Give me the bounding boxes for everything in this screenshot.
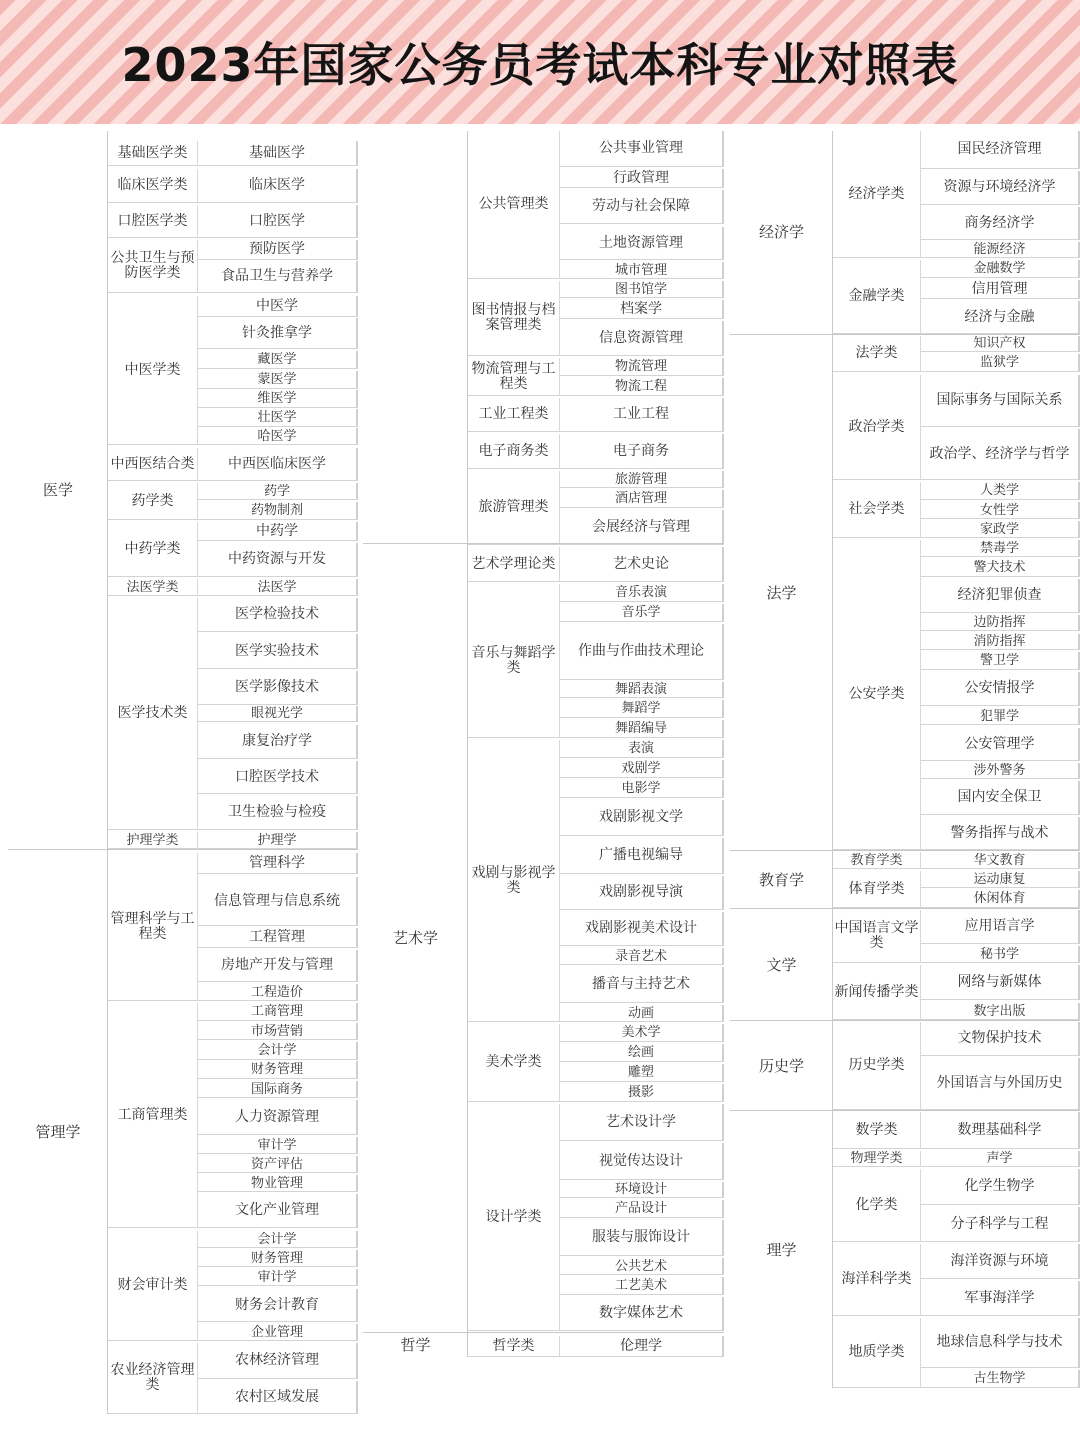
major-cell: 医学实验技术	[198, 634, 358, 669]
discipline-cell: 教育学	[730, 852, 833, 908]
major-cell: 经济犯罪侦查	[921, 579, 1080, 613]
category-cell: 电子商务类	[468, 434, 560, 469]
major-cell: 公安管理学	[921, 728, 1080, 761]
table-rule	[107, 131, 108, 1414]
major-cell: 壮医学	[198, 409, 358, 427]
major-cell: 国际事务与国际关系	[921, 375, 1080, 427]
major-cell: 管理科学	[198, 853, 358, 874]
major-cell: 房地产开发与管理	[198, 950, 358, 982]
major-cell: 国际商务	[198, 1081, 358, 1098]
major-cell: 农林经济管理	[198, 1343, 358, 1379]
major-cell: 预防医学	[198, 240, 358, 260]
table-rule	[730, 1020, 1080, 1021]
major-cell: 人力资源管理	[198, 1100, 358, 1135]
major-cell: 公共事业管理	[560, 131, 724, 167]
major-cell: 戏剧学	[560, 760, 724, 778]
category-cell: 药学类	[108, 483, 198, 520]
major-cell: 口腔医学	[198, 205, 358, 238]
major-cell: 录音艺术	[560, 948, 724, 965]
major-cell: 药学	[198, 483, 358, 500]
major-cell: 工艺美术	[560, 1277, 724, 1295]
category-cell: 社会学类	[833, 482, 921, 538]
discipline-cell: 理学	[730, 1112, 833, 1388]
major-cell: 财务管理	[198, 1061, 358, 1079]
major-cell: 会展经济与管理	[560, 510, 724, 545]
major-cell: 网络与新媒体	[921, 965, 1080, 1000]
major-cell: 播音与主持艺术	[560, 967, 724, 1003]
discipline-cell: 经济学	[730, 131, 833, 334]
discipline-cell: 文学	[730, 910, 833, 1020]
major-cell: 卫生检验与检疫	[198, 796, 358, 830]
major-cell: 消防指挥	[921, 634, 1080, 650]
category-cell: 基础医学类	[108, 141, 198, 166]
category-cell: 公安学类	[833, 540, 921, 850]
major-cell: 摄影	[560, 1084, 724, 1102]
major-cell: 藏医学	[198, 351, 358, 369]
major-cell: 舞蹈学	[560, 700, 724, 718]
table-rule	[832, 131, 833, 1388]
category-cell: 口腔医学类	[108, 205, 198, 238]
major-cell: 艺术设计学	[560, 1104, 724, 1141]
discipline-cell: 艺术学	[363, 545, 468, 1331]
major-cell: 雕塑	[560, 1064, 724, 1082]
major-cell: 涉外警务	[921, 763, 1080, 779]
major-cell: 文物保护技术	[921, 1022, 1080, 1056]
category-cell: 新闻传播学类	[833, 965, 921, 1020]
category-cell: 经济学类	[833, 131, 921, 258]
major-cell: 应用语言学	[921, 910, 1080, 944]
major-cell: 数字出版	[921, 1003, 1080, 1020]
major-cell: 物流管理	[560, 358, 724, 376]
major-cell: 外国语言与外国历史	[921, 1058, 1080, 1110]
major-cell: 公安情报学	[921, 672, 1080, 706]
major-cell: 国内安全保卫	[921, 781, 1080, 815]
page-title: 2023年国家公务员考试本科专业对照表	[121, 38, 959, 92]
major-cell: 工程管理	[198, 928, 358, 948]
major-cell: 城市管理	[560, 262, 724, 279]
major-cell: 女性学	[921, 502, 1080, 519]
major-cell: 蒙医学	[198, 371, 358, 389]
major-cell: 财务会计教育	[198, 1289, 358, 1322]
major-cell: 护理学	[198, 832, 358, 849]
major-cell: 伦理学	[560, 1336, 724, 1357]
major-cell: 物业管理	[198, 1175, 358, 1192]
major-cell: 哈医学	[198, 428, 358, 445]
major-cell: 药物制剂	[198, 502, 358, 520]
category-cell: 体育学类	[833, 871, 921, 908]
major-cell: 资产评估	[198, 1156, 358, 1173]
major-cell: 艺术史论	[560, 547, 724, 582]
major-cell: 公共艺术	[560, 1258, 724, 1275]
major-cell: 土地资源管理	[560, 227, 724, 260]
major-cell: 基础医学	[198, 141, 358, 166]
category-cell: 哲学类	[468, 1336, 560, 1357]
category-cell: 工业工程类	[468, 398, 560, 432]
major-cell: 信息资源管理	[560, 321, 724, 356]
major-cell: 图书馆学	[560, 281, 724, 298]
major-cell: 古生物学	[921, 1370, 1080, 1388]
category-cell: 图书情报与档案管理类	[468, 281, 560, 356]
major-cell: 经济与金融	[921, 301, 1080, 334]
category-cell: 物理学类	[833, 1151, 921, 1167]
category-cell: 农业经济管理类	[108, 1343, 198, 1414]
category-cell: 法学类	[833, 336, 921, 372]
category-cell: 医学技术类	[108, 598, 198, 830]
category-cell: 护理学类	[108, 832, 198, 849]
category-cell: 政治学类	[833, 375, 921, 480]
major-cell: 地球信息科学与技术	[921, 1318, 1080, 1368]
major-cell: 警卫学	[921, 652, 1080, 670]
major-cell: 视觉传达设计	[560, 1143, 724, 1180]
major-cell: 临床医学	[198, 169, 358, 203]
major-cell: 绘画	[560, 1044, 724, 1062]
major-cell: 电影学	[560, 780, 724, 798]
major-cell: 财务管理	[198, 1250, 358, 1267]
category-cell: 工商管理类	[108, 1003, 198, 1228]
major-cell: 运动康复	[921, 871, 1080, 888]
major-cell: 海洋资源与环境	[921, 1244, 1080, 1279]
major-cell: 审计学	[198, 1137, 358, 1154]
major-cell: 人类学	[921, 482, 1080, 500]
major-cell: 维医学	[198, 390, 358, 408]
major-cell: 中西医临床医学	[198, 448, 358, 481]
major-cell: 数理基础科学	[921, 1112, 1080, 1149]
major-cell: 音乐表演	[560, 584, 724, 602]
table-rule	[730, 908, 1080, 909]
category-cell: 中西医结合类	[108, 448, 198, 481]
category-cell: 管理科学与工程类	[108, 853, 198, 1001]
major-cell: 表演	[560, 740, 724, 758]
major-cell: 针灸推拿学	[198, 318, 358, 349]
major-cell: 音乐学	[560, 604, 724, 622]
category-cell: 物流管理与工程类	[468, 358, 560, 396]
discipline-cell: 哲学	[363, 1334, 468, 1357]
category-cell: 地质学类	[833, 1318, 921, 1388]
major-cell: 家政学	[921, 521, 1080, 538]
major-cell: 能源经济	[921, 242, 1080, 258]
table-rule	[8, 849, 358, 850]
major-cell: 秘书学	[921, 946, 1080, 963]
major-cell: 舞蹈表演	[560, 682, 724, 698]
major-cell: 眼视光学	[198, 706, 358, 722]
major-cell: 警犬技术	[921, 559, 1080, 577]
major-cell: 会计学	[198, 1231, 358, 1248]
category-cell: 海洋科学类	[833, 1244, 921, 1316]
major-cell: 美术学	[560, 1024, 724, 1042]
category-cell: 财会审计类	[108, 1231, 198, 1341]
major-cell: 服装与服饰设计	[560, 1220, 724, 1256]
major-cell: 监狱学	[921, 354, 1080, 372]
major-cell: 舞蹈编导	[560, 720, 724, 738]
major-cell: 声学	[921, 1151, 1080, 1167]
major-cell: 电子商务	[560, 434, 724, 469]
table-rule	[730, 334, 1080, 335]
major-cell: 农村区域发展	[198, 1381, 358, 1414]
major-cell: 犯罪学	[921, 708, 1080, 725]
major-cell: 档案学	[560, 300, 724, 319]
discipline-cell: 管理学	[8, 851, 108, 1414]
major-cell: 中医学	[198, 296, 358, 317]
major-cell: 休闲体育	[921, 890, 1080, 908]
category-cell: 戏剧与影视学类	[468, 740, 560, 1022]
major-cell: 企业管理	[198, 1324, 358, 1341]
category-cell: 金融学类	[833, 260, 921, 334]
table-rule	[467, 131, 468, 1357]
category-cell: 美术学类	[468, 1024, 560, 1102]
category-cell: 化学类	[833, 1169, 921, 1242]
discipline-cell: 医学	[8, 131, 108, 849]
major-cell: 数字媒体艺术	[560, 1297, 724, 1331]
major-cell: 中药学	[198, 522, 358, 541]
major-cell: 文化产业管理	[198, 1194, 358, 1228]
category-cell: 旅游管理类	[468, 471, 560, 545]
major-cell: 戏剧影视导演	[560, 876, 724, 910]
category-cell: 临床医学类	[108, 169, 198, 203]
major-cell: 法医学	[198, 579, 358, 596]
table-rule	[363, 543, 724, 544]
table-rule	[730, 1110, 1080, 1111]
discipline-cell: 历史学	[730, 1022, 833, 1110]
major-cell: 作曲与作曲技术理论	[560, 624, 724, 680]
major-cell: 戏剧影视文学	[560, 800, 724, 836]
major-cell: 信用管理	[921, 280, 1080, 299]
category-cell: 数学类	[833, 1112, 921, 1149]
major-cell: 国民经济管理	[921, 131, 1080, 169]
major-cell: 华文教育	[921, 852, 1080, 869]
category-cell: 中国语言文学类	[833, 910, 921, 963]
major-cell: 动画	[560, 1005, 724, 1022]
major-cell: 商务经济学	[921, 207, 1080, 240]
major-cell: 资源与环境经济学	[921, 171, 1080, 205]
major-cell: 劳动与社会保障	[560, 190, 724, 224]
major-cell: 边防指挥	[921, 615, 1080, 631]
major-cell: 环境设计	[560, 1182, 724, 1198]
major-cell: 酒店管理	[560, 490, 724, 508]
discipline-cell: 法学	[730, 336, 833, 850]
discipline-cell	[363, 131, 468, 545]
major-cell: 工程造价	[198, 984, 358, 1001]
major-cell: 工商管理	[198, 1003, 358, 1021]
major-cell: 军事海洋学	[921, 1281, 1080, 1316]
major-cell: 信息管理与信息系统	[198, 877, 358, 926]
major-cell: 戏剧影视美术设计	[560, 912, 724, 946]
major-cell: 广播电视编导	[560, 838, 724, 874]
table-rule	[730, 850, 1080, 851]
major-cell: 中药资源与开发	[198, 543, 358, 577]
category-cell: 中医学类	[108, 296, 198, 445]
major-cell: 市场营销	[198, 1023, 358, 1040]
category-cell: 中药学类	[108, 522, 198, 577]
major-cell: 医学影像技术	[198, 671, 358, 705]
major-cell: 口腔医学技术	[198, 761, 358, 794]
table-rule	[363, 1332, 724, 1333]
category-cell: 教育学类	[833, 852, 921, 869]
major-cell: 物流工程	[560, 378, 724, 396]
major-cell: 行政管理	[560, 169, 724, 188]
major-cell: 会计学	[198, 1042, 358, 1060]
major-cell: 医学检验技术	[198, 598, 358, 632]
category-cell: 音乐与舞蹈学类	[468, 584, 560, 738]
category-cell: 艺术学理论类	[468, 547, 560, 582]
category-cell: 公共卫生与预防医学类	[108, 240, 198, 293]
major-cell: 审计学	[198, 1269, 358, 1286]
major-cell: 政治学、经济学与哲学	[921, 429, 1080, 480]
category-cell: 设计学类	[468, 1104, 560, 1331]
major-cell: 化学生物学	[921, 1169, 1080, 1205]
major-cell: 禁毒学	[921, 540, 1080, 557]
category-cell: 历史学类	[833, 1022, 921, 1110]
category-cell: 法医学类	[108, 579, 198, 596]
major-cell: 分子科学与工程	[921, 1207, 1080, 1242]
major-cell: 警务指挥与战术	[921, 817, 1080, 850]
major-cell: 知识产权	[921, 336, 1080, 352]
major-cell: 旅游管理	[560, 471, 724, 488]
major-cell: 金融数学	[921, 260, 1080, 278]
major-cell: 工业工程	[560, 398, 724, 432]
category-cell: 公共管理类	[468, 131, 560, 279]
major-cell: 康复治疗学	[198, 725, 358, 759]
major-cell: 食品卫生与营养学	[198, 261, 358, 293]
major-cell: 产品设计	[560, 1200, 724, 1218]
